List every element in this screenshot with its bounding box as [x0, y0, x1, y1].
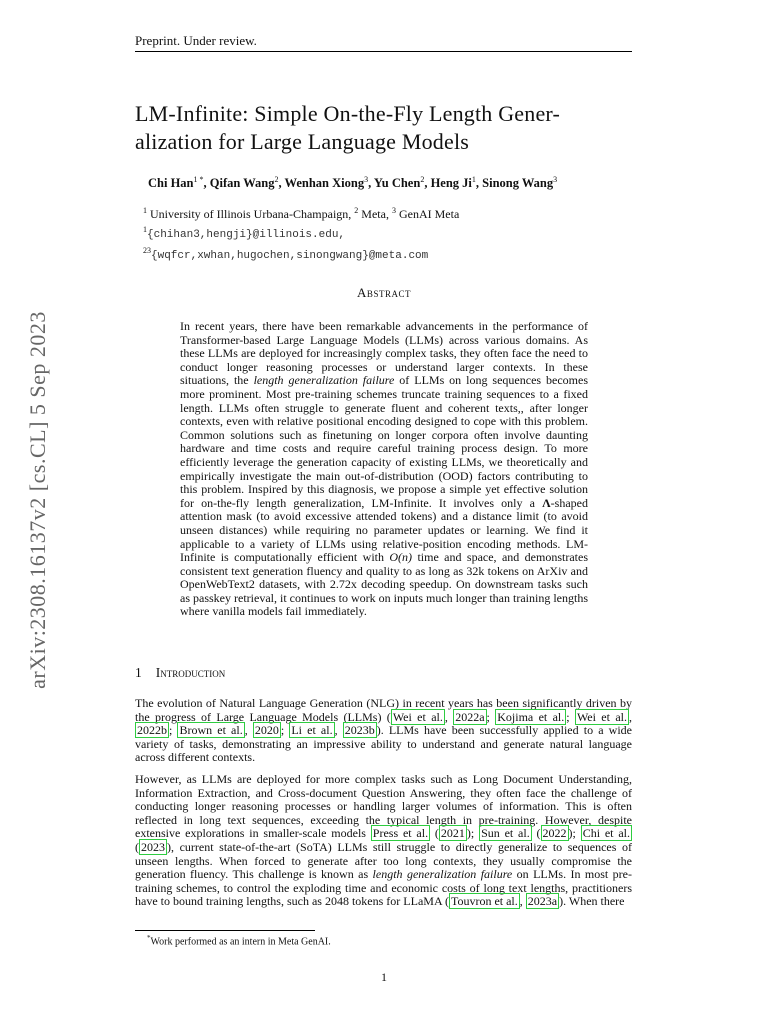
email-line-1: $^1${chihan3,hengji}@illinois.edu,	[143, 225, 346, 241]
citation-link[interactable]: Wei et al.	[576, 709, 627, 724]
paper-title	[135, 100, 635, 156]
introduction-body	[135, 697, 632, 917]
footnote-rule	[135, 930, 315, 931]
author-name: Heng Ji	[430, 176, 472, 191]
header-rule	[135, 51, 632, 52]
arxiv-stamp-text: arXiv:2308.16137v2 [cs.CL] 5 Sep 2023	[25, 311, 50, 689]
title-line-2: alization for Large Language Models	[135, 129, 470, 154]
citation-link[interactable]: Kojima et al.	[497, 709, 565, 724]
citation-link[interactable]: 2022b	[137, 723, 167, 738]
section-title: Introduction	[155, 665, 226, 680]
citation-link[interactable]: Li et al.	[291, 723, 333, 738]
section-number: 1	[135, 665, 142, 680]
citation-link[interactable]: Press et al.	[372, 826, 429, 841]
citation-link[interactable]: Chi et al.	[582, 826, 630, 841]
author-name: Chi Han	[148, 176, 194, 191]
affiliations	[143, 203, 459, 264]
abstract-paragraph: In recent years, there have been remarkable advancements in the performance of Transformer-based Large Language Models (LLMs) across various domains. As these LLMs are deployed for increasingly complex tasks, they often face the need to conduct longer reasoning processes or understand larger contexts. In these situations, the length generalization failure of LLMs on long sequences becomes more prominent. Most pre-training schemes truncate training sequences to a fixed length. LLMs often struggle to generate fluent and coherent texts,, after longer contexts, even with relative positional encoding designed to cope with this problem. Common solutions such as finetuning on longer corpora often involve daunting hardware and time costs and require careful training process design. To more efficiently leverage the generation capacity of existing LLMs, we theoretically and empirically investigate the main out-of-distribution (OOD) factors contributing to this problem. Inspired by this diagnosis, we propose a simple yet effective solution for on-the-fly length generalization, LM-Infinite. It involves only a Λ-shaped attention mask (to avoid excessive attended tokens) and a distance limit (to avoid unseen distances) while requiring no parameter updates or learning. We find it applicable to a variety of LLMs using relative-position encoding methods. LM-Infinite is computationally efficient with O(n) time and space, and demonstrates consistent text generation fluency and quality to as long as 32k tokens on ArXiv and OpenWebText2 datasets, with 2.72x decoding speedup. On downstream tasks such as passkey retrieval, it continues to work on inputs much longer than training lengths where vanilla models fail immediately.	[180, 319, 588, 619]
title-line-1: LM-Infinite: Simple On-the-Fly Length Gener-	[135, 101, 561, 126]
affiliation-line: $^1$ University of Illinois Urbana-Champaign, $^2$ Meta, $^3$ GenAI Meta	[143, 206, 460, 221]
footnote	[147, 934, 331, 947]
author-name: Yu Chen	[373, 176, 421, 191]
citation-link[interactable]: Sun et al.	[481, 826, 530, 841]
author-name: Qifan Wang	[209, 176, 275, 191]
page-number: 1	[381, 970, 387, 984]
abstract-body	[180, 320, 588, 619]
section-heading-introduction	[135, 665, 225, 681]
abstract-heading: Abstract	[357, 285, 411, 300]
intro-paragraph-1: The evolution of Natural Language Generation (NLG) in recent years has been significantly driven by the progress of Large Language Models (LLMs) ( Wei et al. , 2022a ; Kojima et al. ; Wei et al. , 2022b ; Brown et al. , 2020 ; Li et al. , 2023b ). LLMs have been successfully applied to a wide variety of tasks, demonstrating an impressive ability to understand and generate natural language across different contexts.	[135, 696, 633, 765]
citation-link[interactable]: 2020	[254, 723, 279, 738]
citation-link[interactable]: Brown et al.	[179, 723, 243, 738]
citation-link[interactable]: 2023b	[344, 723, 375, 738]
citation-link[interactable]: 2023	[141, 839, 165, 854]
citation-link[interactable]: Wei et al.	[392, 709, 443, 724]
citation-link[interactable]: 2022a	[455, 709, 485, 724]
citation-link[interactable]: 2021	[440, 826, 465, 841]
citation-link[interactable]: 2022	[542, 826, 567, 841]
intro-paragraph-2: However, as LLMs are deployed for more complex tasks such as Long Document Understanding, Information Extraction, and Cross-document Question Answering, they often face the challenge of conducting longer reasoning processes or handling larger volumes of information. This is often reflected in long text sequences, exceeding the typical length in pre-training. However, despite extensive explorations in smaller-scale models Press et al. ( 2021 ); Sun et al. ( 2022 ); Chi et al. ( 2023 ), current state-of-the-art (SoTA) LLMs still struggle to directly generalize to sequences of unseen lengths. When forced to generate after too long contexts, they usually compromise the generation fluency. This challenge is known as length generalization failure on LLMs. In most pre-training schemes, to control the exploding time and economic costs of long text lengths, practitioners have to bound training lengths, such as 2048 tokens for LLaMA ( Touvron et al. , 2023a ). When there	[135, 771, 632, 909]
author-name: Wenhan Xiong	[284, 176, 365, 191]
running-header: Preprint. Under review.	[135, 33, 257, 48]
author-sup: 3	[364, 175, 369, 184]
author-sup: 2	[420, 175, 425, 184]
author-sup: 3	[553, 175, 558, 184]
footnote-mark: *	[147, 934, 151, 942]
citation-link[interactable]: 2023a	[527, 894, 558, 909]
email-line-2: $^{23}${wqfcr,xwhan,hugochen,sinongwang}@meta.com	[143, 246, 429, 262]
author-list: Chi Han$^{1 *}$, Qifan Wang$^2$, Wenhan Xiong$^3$, Yu Chen$^2$, Heng Ji$^1$, Sinong Wang$^3$	[148, 175, 558, 191]
author-sup: 1	[471, 175, 476, 184]
author-sup: 1 *	[193, 175, 204, 184]
author-sup: 2	[274, 175, 279, 184]
author-name: Sinong Wang	[482, 176, 554, 191]
citation-link[interactable]: Touvron et al.	[450, 894, 518, 909]
footnote-text: Work performed as an intern in Meta GenAI.	[150, 936, 331, 948]
